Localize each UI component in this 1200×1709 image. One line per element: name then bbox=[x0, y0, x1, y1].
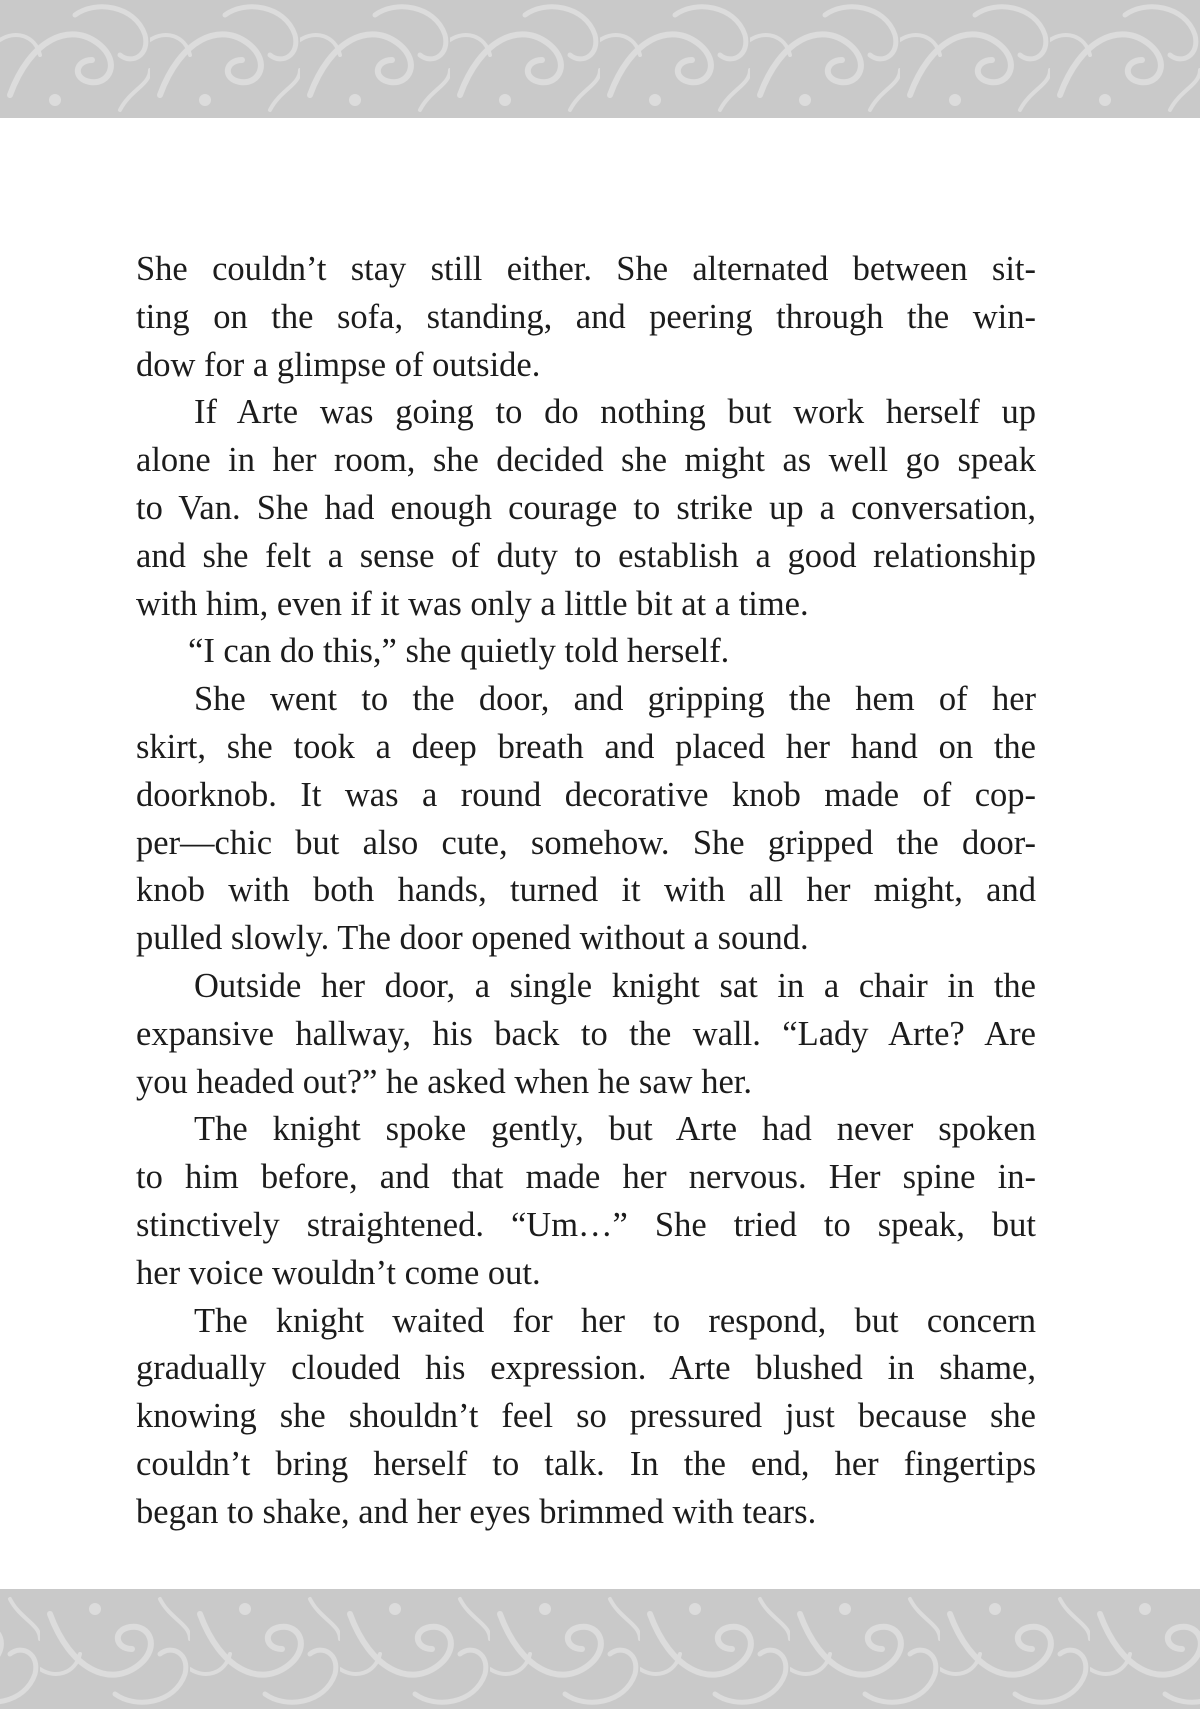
bottom-flourish-pattern bbox=[0, 1589, 1200, 1709]
text-line: The knight waited for her to respond, but concern bbox=[194, 1301, 1036, 1340]
text-line: with him, even if it was only a little bit at a time. bbox=[136, 584, 809, 623]
paragraph bbox=[136, 246, 1036, 389]
paragraph bbox=[136, 963, 1036, 1106]
text-line: doorknob. It was a round decorative knob made of cop- bbox=[136, 775, 1036, 814]
text-line: skirt, she took a deep breath and placed her hand on the bbox=[136, 727, 1036, 766]
text-line: pulled slowly. The door opened without a sound. bbox=[136, 919, 809, 958]
text-line: and she felt a sense of duty to establish a good relationship bbox=[136, 536, 1036, 575]
paragraph bbox=[136, 1298, 1036, 1537]
top-ornamental-band bbox=[0, 0, 1200, 118]
paragraph bbox=[136, 676, 1036, 963]
text-line: began to shake, and her eyes brimmed with tears. bbox=[136, 1492, 817, 1531]
text-line: ting on the sofa, standing, and peering through the win- bbox=[136, 297, 1036, 336]
paragraph bbox=[136, 628, 1036, 676]
bottom-ornamental-band bbox=[0, 1589, 1200, 1709]
text-line: If Arte was going to do nothing but work herself up bbox=[194, 393, 1036, 432]
text-line: knowing she shouldn’t feel so pressured just because she bbox=[136, 1397, 1036, 1436]
text-line: She went to the door, and gripping the hem of her bbox=[194, 680, 1036, 719]
text-line: you headed out?” he asked when he saw her. bbox=[136, 1062, 752, 1101]
paragraph bbox=[136, 389, 1036, 628]
text-line: to him before, and that made her nervous. Her spine in- bbox=[136, 1158, 1036, 1197]
text-line: couldn’t bring herself to talk. In the end, her fingertips bbox=[136, 1444, 1036, 1483]
text-line: expansive hallway, his back to the wall. “Lady Arte? Are bbox=[136, 1014, 1036, 1053]
body-text bbox=[136, 246, 1036, 1537]
text-line: She couldn’t stay still either. She alternated between sit- bbox=[136, 250, 1036, 288]
top-flourish-pattern bbox=[0, 0, 1200, 118]
text-line: dow for a glimpse of outside. bbox=[136, 345, 541, 384]
text-line: The knight spoke gently, but Arte had never spoken bbox=[194, 1110, 1036, 1149]
text-line: knob with both hands, turned it with all her might, and bbox=[136, 871, 1036, 910]
text-line: to Van. She had enough courage to strike up a conversation, bbox=[136, 488, 1036, 527]
text-line: alone in her room, she decided she might as well go speak bbox=[136, 441, 1036, 480]
text-line: gradually clouded his expression. Arte blushed in shame, bbox=[136, 1349, 1036, 1388]
text-line: her voice wouldn’t come out. bbox=[136, 1253, 541, 1292]
paragraph bbox=[136, 1106, 1036, 1297]
text-line: Outside her door, a single knight sat in a chair in the bbox=[194, 966, 1036, 1005]
text-line: stinctively straightened. “Um…” She tried to speak, but bbox=[136, 1205, 1036, 1244]
text-line: per—chic but also cute, somehow. She gripped the door- bbox=[136, 823, 1036, 862]
text-line: “I can do this,” she quietly told herself. bbox=[188, 632, 730, 671]
